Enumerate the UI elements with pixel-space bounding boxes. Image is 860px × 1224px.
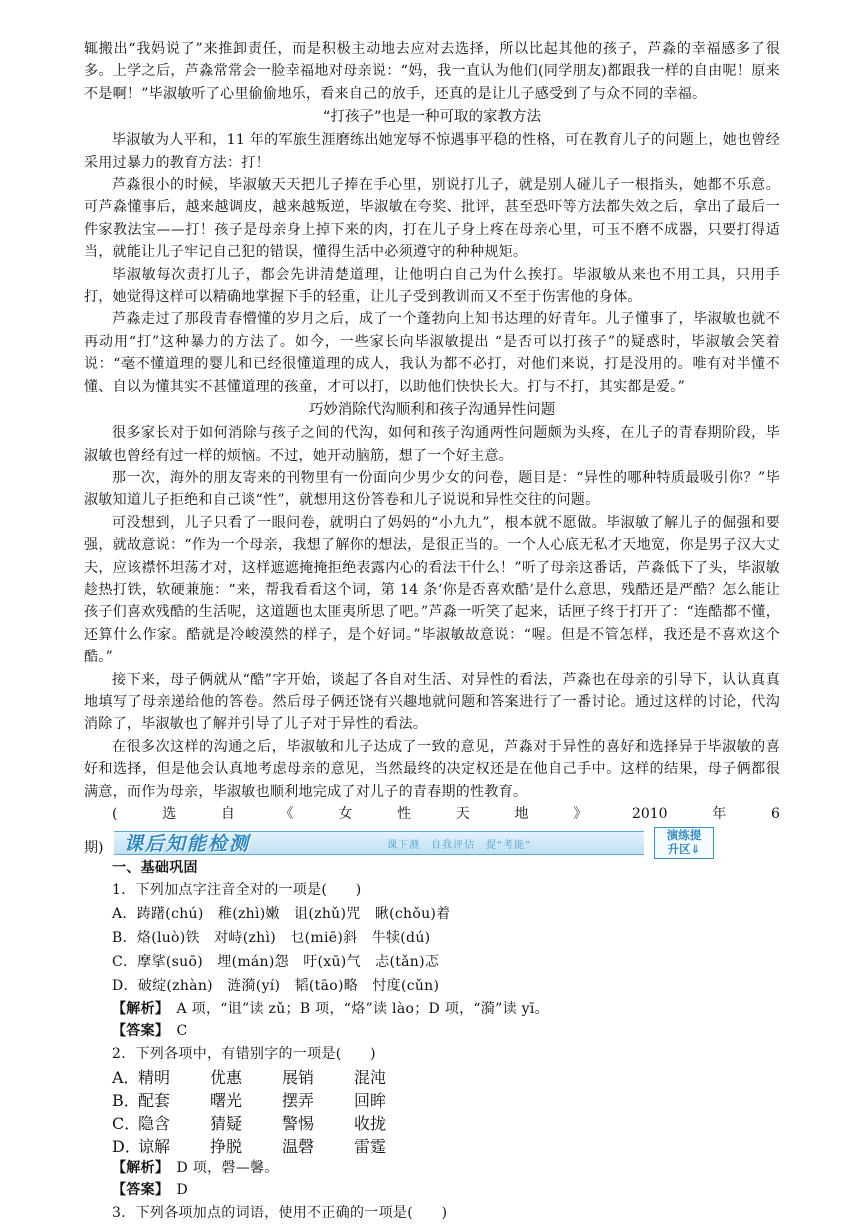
source-token: 性 (397, 806, 412, 822)
source-token: 选 (162, 806, 177, 822)
option-word: 曙光 (210, 1091, 243, 1111)
exercise-section-title: 一、基础巩固 (112, 860, 198, 876)
question-2-option-c (84, 1111, 780, 1134)
question-2-analysis (84, 1157, 780, 1179)
option-word: 谅解 (138, 1137, 171, 1157)
option-word: 回眸 (354, 1091, 387, 1111)
section-banner (84, 827, 780, 857)
answer-label: 【答案】 (112, 1023, 163, 1040)
source-token: 6 (771, 806, 780, 822)
banner-subtitle: 课下测 自我评估 提“考能” (387, 840, 532, 851)
analysis-label: 【解析】 (112, 1160, 163, 1177)
analysis-text: A 项，“诅”读 zǔ；B 项，“烙”读 lào；D 项，“漪”读 yī。 (176, 1000, 549, 1017)
question-1-option-a: A．踌躇(chú) 稚(zhì)嫩 诅(zhǔ)咒 瞅(chǒu)着 (112, 905, 451, 922)
source-tail: 期) (84, 840, 104, 856)
option-letter: C． (112, 1114, 141, 1134)
option-letter: A． (112, 1068, 140, 1088)
source-token: 》 (573, 806, 588, 822)
answer-text: C (176, 1023, 188, 1040)
source-token: 年 (712, 806, 727, 822)
option-word: 雷霆 (354, 1137, 387, 1157)
option-word: 猜疑 (210, 1114, 243, 1134)
option-word: 优惠 (210, 1068, 243, 1088)
paragraph: 辄搬出“我妈说了”来推卸责任，而是积极主动地去应对去选择，所以比起其他的孩子，芦淼的幸福感多了很多。上学之后，芦淼常常会一脸幸福地对母亲说：“妈，我一直认为他们(同学朋友)都跟我一样的自由呢！原来不是啊！”毕淑敏听了心里偷偷地乐，看来自己的放手，还真的是让儿子感受到了与众不同的幸福。 (84, 41, 780, 102)
source-token: 地 (514, 806, 529, 822)
question-2-stem: 2．下列各项中，有错别字的一项是( ) (112, 1045, 376, 1062)
paragraph: 接下来，母子俩就从“酷”字开始，谈起了各自对生活、对异性的看法，芦淼也在母亲的引导下，认认真真地填写了母亲递给他的答卷。然后母子俩还饶有兴趣地就问题和答案进行了一番讨论。通过这样的讨论，代沟消除了，毕淑敏也了解并引导了儿子对于异性的看法。 (84, 671, 780, 733)
option-word: 隐含 (138, 1114, 171, 1134)
paragraph: 芦淼走过了那段青春懵懂的岁月之后，成了一个蓬勃向上知书达理的好青年。儿子懂事了，毕淑敏也就不再动用“打”这种暴力的方法了。如今，一些家长向毕淑敏提出 “是否可以打孩子”的疑惑时，毕淑敏会笑着说：“毫不懂道理的婴儿和已经很懂道理的成人，我认为都不必打，对他们来说，打是没用的。唯有对半懂不懂、自以为懂其实不甚懂道理的孩童，才可以打，以助他们快快长大。打与不打，其实都是爱。” (84, 311, 780, 395)
source-token: 自 (220, 806, 235, 822)
question-2-option-d (84, 1134, 780, 1157)
option-word: 混沌 (354, 1068, 387, 1088)
paragraph: 毕淑敏每次责打儿子，都会先讲清楚道理，让他明白自己为什么挨打。毕淑敏从来也不用工具，只用手打，她觉得这样可以精确地掌握下手的轻重，让儿子受到教训而又不至于伤害他的身体。 (84, 266, 780, 306)
banner-title: 课后知能检测 (124, 833, 251, 855)
source-token: 天 (455, 806, 470, 822)
banner-box-line: 演练提 (666, 828, 702, 842)
option-word: 配套 (138, 1091, 171, 1111)
question-1-option-d: D．破绽(zhàn) 涟漪(yí) 韬(tāo)略 忖度(cǔn) (112, 977, 440, 994)
question-2-option-a (84, 1065, 780, 1088)
answer-label: 【答案】 (112, 1182, 163, 1199)
banner-box-line: 升区⇓ (667, 842, 701, 856)
practice-area-link[interactable] (654, 827, 714, 859)
analysis-label: 【解析】 (112, 1000, 163, 1017)
option-word: 挣脱 (210, 1137, 243, 1157)
paragraph: 那一次，海外的朋友寄来的刊物里有一份面向少男少女的问卷，题目是：“异性的哪种特质最吸引你？”毕淑敏知道儿子拒绝和自己谈“性”，就想用这份答卷和儿子说说和异性交往的问题。 (84, 469, 780, 509)
question-1-answer (84, 1020, 780, 1042)
document-page (84, 38, 780, 1224)
option-word: 收拢 (354, 1114, 387, 1134)
option-word: 精明 (138, 1068, 171, 1088)
answer-text: D (176, 1182, 189, 1199)
section-heading-beating: “打孩子”也是一种可取的家教方法 (322, 109, 542, 126)
analysis-text: D 项，磬—馨。 (176, 1160, 279, 1177)
question-1-option-b: B．烙(luò)铁 对峙(zhì) 乜(miē)斜 牛犊(dú) (112, 929, 431, 946)
paragraph: 可没想到，儿子只看了一眼问卷，就明白了妈妈的“小九九”，根本就不愿做。毕淑敏了解儿子的倔强和要强，就故意说：“作为一个母亲，我想了解你的想法，是很正当的。一个人心底无私才天地宽，你是男子汉大丈夫，应该襟怀坦荡才对，这样遮遮掩掩拒绝表露内心的看法干什么！”听了母亲这番话，芦淼低下了头，毕淑敏趁热打铁，软硬兼施：“来，帮我看看这个词，第 14 条‘你是否喜欢酷’是什么意思，残酷还是严酷？怎么能让孩子们喜欢残酷的生活呢，这道题也太匪夷所思了吧。”芦淼一听笑了起来，话匣子终于打开了：“连酷都不懂，还算什么作家。酷就是冷峻漠然的样子，是个好词。”毕淑敏故意说：“喔。但是不管怎样，我还是不喜欢这个酷。” (84, 514, 780, 666)
source-token: 2010 (631, 806, 668, 822)
option-word: 警惕 (282, 1114, 315, 1134)
source-token: 女 (338, 806, 353, 822)
paragraph: 很多家长对于如何消除与孩子之间的代沟，如何和孩子沟通两性问题颇为头疼，在儿子的青春期阶段，毕淑敏也曾经有过一样的烦恼。不过，她开动脑筋，想了一个好主意。 (84, 425, 780, 464)
paragraph: 芦淼很小的时候，毕淑敏天天把儿子捧在手心里，别说打儿子，就是别人碰儿子一根指头，她都不乐意。可芦淼懂事后，越来越调皮，越来越叛逆，毕淑敏在夸奖、批评，甚至恐吓等方法都失效之后，拿出了最后一件家教法宝——打！孩子是母亲身上掉下来的肉，打在儿子身上疼在母亲心里，可玉不磨不成器，只要打得适当，就能让儿子牢记自己犯的错误，懂得生活中必须遵守的种种规矩。 (84, 177, 780, 261)
question-2-option-b (84, 1088, 780, 1111)
source-citation (84, 803, 780, 825)
section-heading-generation-gap: 巧妙消除代沟顺利和孩子沟通异性问题 (308, 402, 556, 419)
question-1-option-c: C．摩挲(suō) 埋(mán)怨 吁(xū)气 忐(tǎn)忑 (112, 953, 440, 970)
source-token: 《 (279, 806, 294, 822)
question-2-answer (84, 1179, 780, 1201)
option-word: 摆弄 (282, 1091, 315, 1111)
option-word: 展销 (282, 1068, 315, 1088)
option-letter: D． (112, 1137, 141, 1157)
option-letter: B． (112, 1091, 140, 1111)
question-1-stem: 1．下列加点字注音全对的一项是( ) (112, 882, 362, 899)
paragraph: 在很多次这样的沟通之后，毕淑敏和儿子达成了一致的意见，芦淼对于异性的喜好和选择异于毕淑敏的喜好和选择，但是他会认真地考虑母亲的意见，当然最终的决定权还是在他自己手中。这样的结果，母子俩都很满意，而作为母亲，毕淑敏也顺利地完成了对儿子的青春期的性教育。 (84, 738, 780, 800)
source-token: ( (112, 806, 118, 822)
option-word: 温磬 (282, 1137, 315, 1157)
paragraph: 毕淑敏为人平和，11 年的军旅生涯磨练出她宠辱不惊遇事平稳的性格，可在教育儿子的问题上，她也曾经采用过暴力的教育方法：打！ (84, 132, 780, 171)
question-1-analysis (84, 998, 780, 1020)
question-3-stem: 3．下列各项加点的词语，使用不正确的一项是( ) (112, 1204, 448, 1221)
